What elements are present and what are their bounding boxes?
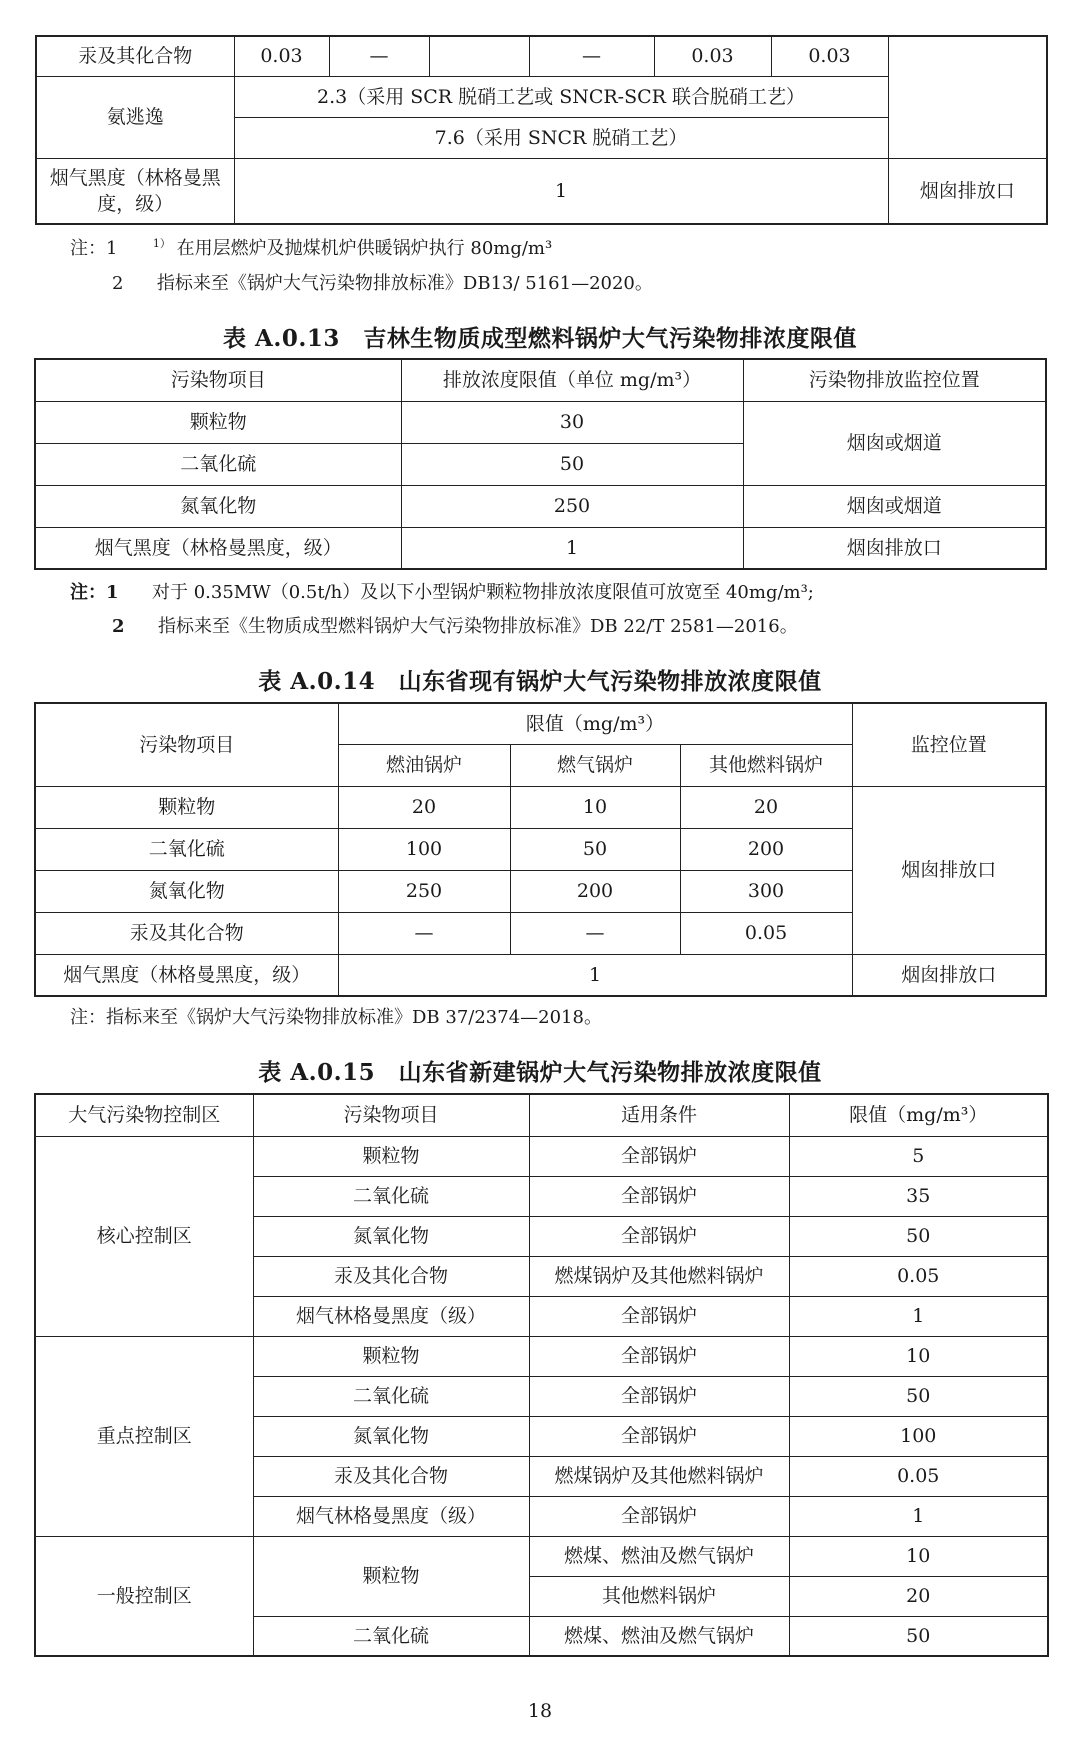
row-oil: — — [338, 912, 510, 954]
row-limit: 100 — [789, 1416, 1048, 1456]
header-zone: 大气污染物控制区 — [35, 1094, 253, 1136]
table-15 — [34, 1093, 1049, 1657]
row-item: 颗粒物 — [253, 1336, 529, 1376]
table-row — [35, 954, 1046, 996]
top-table — [35, 35, 1048, 225]
row-item: 汞及其化合物 — [35, 912, 338, 954]
row-value: 1 — [401, 527, 743, 569]
row-condition: 全部锅炉 — [529, 1376, 789, 1416]
table-row — [35, 485, 1046, 527]
note-1-line-1 — [70, 232, 552, 261]
table-13-header-row — [35, 359, 1046, 401]
row-gas: 200 — [510, 870, 680, 912]
header-limit: 排放浓度限值（单位 mg/m³） — [401, 359, 743, 401]
row-location: 烟囱排放口 — [852, 954, 1046, 996]
table-14-title: 表 A.0.14 山东省现有锅炉大气污染物排放浓度限值 — [258, 668, 822, 695]
row-value: 250 — [401, 485, 743, 527]
table-15-title: 表 A.0.15 山东省新建锅炉大气污染物排放浓度限值 — [258, 1059, 822, 1086]
row-condition: 燃煤、燃油及燃气锅炉 — [529, 1536, 789, 1576]
smoke-value: 1 — [234, 158, 888, 224]
note-1-line-2 — [112, 272, 653, 296]
row-limit: 1 — [789, 1496, 1048, 1536]
note-text: 指标来至《锅炉大气污染物排放标准》DB13/ 5161—2020。 — [156, 273, 653, 294]
row-item: 氮氧化物 — [253, 1416, 529, 1456]
mercury-label: 汞及其化合物 — [36, 36, 234, 76]
header-limit: 限值（mg/m³） — [338, 703, 852, 744]
row-limit: 5 — [789, 1136, 1048, 1176]
row-item: 氮氧化物 — [35, 485, 401, 527]
row-item: 颗粒物 — [35, 786, 338, 828]
table-row — [35, 786, 1046, 828]
row-item: 二氧化硫 — [253, 1176, 529, 1216]
header-item: 污染物项目 — [35, 359, 401, 401]
row-limit: 1 — [789, 1296, 1048, 1336]
row-gas: 10 — [510, 786, 680, 828]
row-condition: 燃煤、燃油及燃气锅炉 — [529, 1616, 789, 1656]
header-location: 监控位置 — [852, 703, 1046, 786]
table-14 — [34, 702, 1047, 997]
table-row — [35, 1336, 1048, 1376]
ammonia-value-1: 2.3（采用 SCR 脱硝工艺或 SNCR-SCR 联合脱硝工艺） — [234, 76, 888, 117]
ammonia-label: 氨逃逸 — [36, 76, 234, 158]
row-oil: 100 — [338, 828, 510, 870]
note-number: 2 — [112, 616, 125, 637]
row-item: 颗粒物 — [253, 1136, 529, 1176]
row-limit: 50 — [789, 1216, 1048, 1256]
mercury-c4: — — [529, 36, 654, 76]
row-other: 0.05 — [680, 912, 852, 954]
mercury-c2: — — [329, 36, 429, 76]
zone-name: 核心控制区 — [35, 1136, 253, 1336]
table-13-title: 表 A.0.13 吉林生物质成型燃料锅炉大气污染物排浓度限值 — [223, 325, 857, 352]
row-value: 1 — [338, 954, 852, 996]
header-item: 污染物项目 — [35, 703, 338, 786]
table-15-header-row — [35, 1094, 1048, 1136]
row-condition: 燃煤锅炉及其他燃料锅炉 — [529, 1256, 789, 1296]
row-condition: 全部锅炉 — [529, 1296, 789, 1336]
smoke-row — [36, 158, 1047, 224]
zone-name: 重点控制区 — [35, 1336, 253, 1536]
row-item: 烟气林格曼黑度（级） — [253, 1296, 529, 1336]
row-location: 烟囱排放口 — [743, 527, 1046, 569]
row-item: 汞及其化合物 — [253, 1456, 529, 1496]
row-item: 颗粒物 — [35, 401, 401, 443]
note-number: 2 — [112, 273, 124, 294]
header-item: 污染物项目 — [253, 1094, 529, 1136]
note-prefix: 注：1 — [70, 238, 118, 259]
row-item: 汞及其化合物 — [253, 1256, 529, 1296]
note-2-line-1 — [70, 581, 814, 605]
table-row — [35, 1536, 1048, 1576]
row-condition: 全部锅炉 — [529, 1176, 789, 1216]
mercury-c1: 0.03 — [234, 36, 329, 76]
table-13 — [34, 358, 1047, 570]
row-condition: 其他燃料锅炉 — [529, 1576, 789, 1616]
row-limit: 0.05 — [789, 1456, 1048, 1496]
header-other-boiler: 其他燃料锅炉 — [680, 744, 852, 786]
smoke-location: 烟囱排放口 — [888, 158, 1047, 224]
table-row — [35, 401, 1046, 443]
row-limit: 35 — [789, 1176, 1048, 1216]
row-item: 烟气黑度（林格曼黑度，级） — [35, 954, 338, 996]
smoke-label: 烟气黑度（林格曼黑度，级） — [36, 158, 234, 224]
mercury-c3 — [429, 36, 529, 76]
mercury-row — [36, 36, 1047, 76]
mercury-c6: 0.03 — [771, 36, 888, 76]
ammonia-value-2: 7.6（采用 SNCR 脱硝工艺） — [234, 117, 888, 158]
row-limit: 20 — [789, 1576, 1048, 1616]
table-14-header-row-1 — [35, 703, 1046, 744]
row-location: 烟囱排放口 — [852, 786, 1046, 954]
row-item: 烟气黑度（林格曼黑度，级） — [35, 527, 401, 569]
header-location: 污染物排放监控位置 — [743, 359, 1046, 401]
row-condition: 全部锅炉 — [529, 1336, 789, 1376]
row-condition: 燃煤锅炉及其他燃料锅炉 — [529, 1456, 789, 1496]
row-gas: — — [510, 912, 680, 954]
note-text: 在用层燃炉及抛煤机炉供暖锅炉执行 80mg/m³ — [176, 238, 553, 259]
row-condition: 全部锅炉 — [529, 1136, 789, 1176]
row-condition: 全部锅炉 — [529, 1216, 789, 1256]
mercury-c5: 0.03 — [654, 36, 771, 76]
zone-name: 一般控制区 — [35, 1536, 253, 1656]
row-other: 20 — [680, 786, 852, 828]
row-limit: 0.05 — [789, 1256, 1048, 1296]
row-limit: 50 — [789, 1616, 1048, 1656]
header-oil-boiler: 燃油锅炉 — [338, 744, 510, 786]
row-item: 烟气林格曼黑度（级） — [253, 1496, 529, 1536]
header-condition: 适用条件 — [529, 1094, 789, 1136]
note-prefix: 注：1 — [70, 582, 119, 603]
note-2-line-2 — [112, 615, 798, 639]
row-other: 300 — [680, 870, 852, 912]
row-condition: 全部锅炉 — [529, 1416, 789, 1456]
row-item: 二氧化硫 — [35, 443, 401, 485]
header-gas-boiler: 燃气锅炉 — [510, 744, 680, 786]
row-location: 烟囱或烟道 — [743, 485, 1046, 527]
row-limit: 10 — [789, 1336, 1048, 1376]
header-limit: 限值（mg/m³） — [789, 1094, 1048, 1136]
row-item: 二氧化硫 — [253, 1616, 529, 1656]
row-item: 氮氧化物 — [35, 870, 338, 912]
row-location: 烟囱或烟道 — [743, 401, 1046, 485]
blank-location-cell — [888, 36, 1047, 158]
row-item: 二氧化硫 — [35, 828, 338, 870]
row-item: 颗粒物 — [253, 1536, 529, 1616]
row-other: 200 — [680, 828, 852, 870]
note-text: 对于 0.35MW（0.5t/h）及以下小型锅炉颗粒物排放浓度限值可放宽至 40mg/m³; — [152, 582, 814, 603]
row-condition: 全部锅炉 — [529, 1496, 789, 1536]
note-3: 注：指标来至《锅炉大气污染物排放标准》DB 37/2374—2018。 — [70, 1007, 602, 1028]
table-row — [35, 527, 1046, 569]
row-value: 50 — [401, 443, 743, 485]
row-item: 氮氧化物 — [253, 1216, 529, 1256]
note-superscript: 1） — [152, 237, 171, 250]
row-limit: 10 — [789, 1536, 1048, 1576]
page-number: 18 — [527, 1700, 553, 1722]
row-gas: 50 — [510, 828, 680, 870]
row-oil: 20 — [338, 786, 510, 828]
row-oil: 250 — [338, 870, 510, 912]
table-row — [35, 1136, 1048, 1176]
row-limit: 50 — [789, 1376, 1048, 1416]
row-value: 30 — [401, 401, 743, 443]
row-item: 二氧化硫 — [253, 1376, 529, 1416]
note-text: 指标来至《生物质成型燃料锅炉大气污染物排放标准》DB 22/T 2581—2016。 — [158, 616, 798, 637]
